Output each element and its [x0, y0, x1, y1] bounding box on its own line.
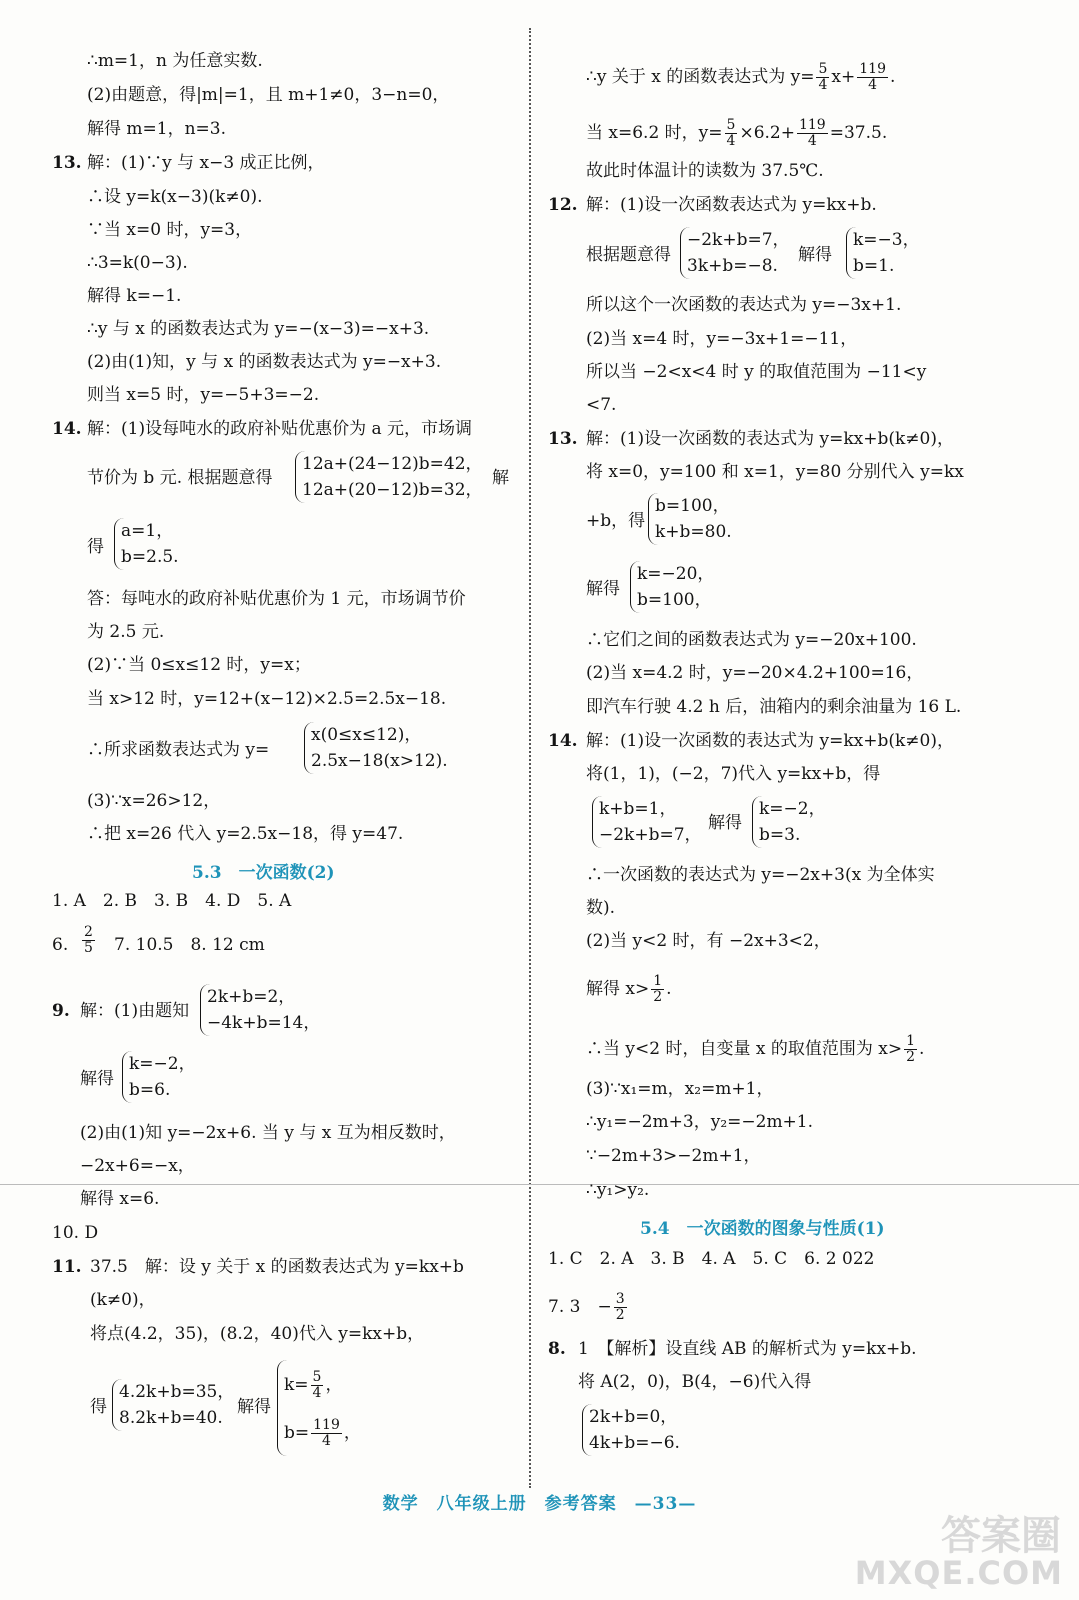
section-heading: 5.4 一次函数的图象与性质(1) [640, 1219, 885, 1239]
equation-system [295, 451, 491, 503]
text-line: 则当 x=5 时，y=−5+3=−2. [87, 385, 320, 405]
text-line: 解：(1)设一次函数的表达式为 y=kx+b(k≠0)， [586, 731, 954, 751]
equation: k=−3， [853, 230, 920, 250]
equation: k+b=80. [655, 522, 732, 542]
question-number: 9. [52, 1001, 70, 1021]
section-heading: 5.3 一次函数(2) [192, 863, 335, 883]
text: ∴y 关于 x 的函数表达式为 y= [586, 67, 815, 87]
equation: x(0≤x≤12)， [311, 725, 422, 745]
question-number: 13. [548, 429, 578, 449]
text-line: 得 [90, 1397, 107, 1417]
text-line: 解得 [80, 1069, 114, 1089]
text-line: 将(1，1)，(−2，7)代入 y=kx+b，得 [586, 764, 881, 784]
answer-number: 6. [52, 935, 69, 955]
text-line: 即汽车行驶 4.2 h 后，油箱内的剩余油量为 16 L. [586, 697, 962, 717]
equation: 2k+b=2， [207, 987, 296, 1007]
column-divider [529, 28, 531, 1488]
equation-system [112, 1379, 238, 1431]
text-line: 故此时体温计的读数为 37.5℃. [586, 161, 824, 181]
text-line: 解得 [586, 579, 620, 599]
answer-line: 10. D [52, 1223, 99, 1243]
text-line: 解：(1)∵y 与 x−3 成正比例， [87, 153, 325, 173]
equation: 4k+b=−6. [589, 1433, 680, 1453]
question-number: 12. [548, 195, 578, 215]
text-line: <7. [586, 395, 617, 415]
left-column [52, 0, 522, 1510]
text-line: ∵−2m+3>−2m+1， [586, 1146, 761, 1166]
formula-line: 解得 x> $\frac{1}{2}$ . [586, 973, 672, 1005]
equation: 3k+b=−8. [687, 256, 778, 276]
equation: 12a+(24−12)b=42， [302, 454, 483, 474]
equation-system [680, 227, 796, 279]
text-line: 将 A(2，0)，B(4，−6)代入得 [578, 1372, 812, 1392]
numerator: 1 [653, 973, 663, 989]
text: =37.5. [829, 123, 888, 143]
denominator: 4 [322, 1433, 331, 1449]
equation: −2k+b=7， [687, 230, 790, 250]
equation-system [122, 1051, 213, 1103]
equation: 4.2k+b=35， [119, 1382, 235, 1402]
text-line: 37.5 解：设 y 关于 x 的函数表达式为 y=kx+b [90, 1257, 464, 1277]
text-line: 解得 m=1，n=3. [87, 119, 226, 139]
denominator: 2 [906, 1049, 916, 1065]
watermark-url: MXQE.COM [854, 1554, 1063, 1592]
equation: 12a+(20−12)b=32， [302, 480, 483, 500]
question-number: 13. [52, 153, 82, 173]
numerator: 5 [726, 117, 736, 133]
denominator: 2 [615, 1307, 625, 1323]
equation-system [630, 561, 726, 613]
text-line: 将 x=0，y=100 和 x=1，y=80 分别代入 y=kx [586, 462, 964, 482]
answer-line [548, 1292, 629, 1323]
formula-line: ∴当 y<2 时，自变量 x 的取值范围为 x> $\frac{1}{2}$ . [586, 1033, 925, 1065]
text-line: 解：(1)设每吨水的政府补贴优惠价为 a 元，市场调 [87, 419, 473, 439]
equation: −2k+b=7， [599, 825, 702, 845]
question-number: 14. [52, 419, 82, 439]
equation: k=−2， [129, 1054, 196, 1074]
text-line: 解：(1)设一次函数表达式为 y=kx+b. [586, 195, 877, 215]
text-line: 解：(1)设一次函数的表达式为 y=kx+b(k≠0)， [586, 429, 954, 449]
numerator: 2 [84, 924, 93, 940]
numerator: 119 [313, 1417, 340, 1433]
numerator: 3 [615, 1291, 625, 1307]
equation: b=2.5. [121, 547, 179, 567]
text-line: 将点(4.2，35)，(8.2，40)代入 y=kx+b， [90, 1324, 425, 1344]
equation: b=3. [759, 825, 801, 845]
text-line: 1 【解析】设直线 AB 的解析式为 y=kx+b. [578, 1339, 917, 1359]
equation-system [752, 796, 843, 848]
text-line: 解得 k=−1. [87, 286, 182, 306]
text-line: (3)∵x₁=m，x₂=m+1， [586, 1079, 774, 1099]
answer-line: 1. C 2. A 3. B 4. A 5. C 6. 2 022 [548, 1249, 875, 1269]
text-line: 解：(1)由题知 [80, 1001, 190, 1021]
equation-system [200, 984, 341, 1036]
equation: 2.5x−18(x>12). [311, 751, 448, 771]
equation-system [592, 796, 703, 848]
piecewise-function [304, 722, 475, 774]
text-line: ∴它们之间的函数表达式为 y=−20x+100. [586, 630, 917, 650]
text-line: ∴y₁=−2m+3，y₂=−2m+1. [586, 1112, 814, 1132]
text-line: (2)当 x=4.2 时，y=−20×4.2+100=16， [586, 663, 924, 683]
text-line: ∴m=1，n 为任意实数. [87, 51, 263, 71]
numerator: 5 [818, 61, 828, 77]
text-line: (k≠0)， [90, 1290, 156, 1310]
variable: k= [284, 1375, 309, 1395]
equation: b=1. [853, 256, 895, 276]
text-line: 解 [492, 468, 509, 488]
text-line: 解得 [708, 813, 742, 833]
text-line: +b，得 [586, 511, 646, 531]
equation-system [114, 518, 205, 570]
text: 当 x=6.2 时，y= [586, 123, 723, 143]
text: x+ [831, 67, 856, 87]
text-line: 节价为 b 元. 根据题意得 [87, 468, 273, 488]
watermark-text: 答案圈 [941, 1513, 1061, 1559]
text-line: ∴所求函数表达式为 y= [87, 740, 270, 760]
text-line: 所以当 −2<x<4 时 y 的取值范围为 −11<y [586, 362, 927, 382]
variable: b= [284, 1423, 310, 1443]
answer-line: 7. 10.5 8. 12 cm [114, 935, 265, 955]
watermark-logo [854, 1504, 1069, 1594]
equation: b=100， [655, 496, 730, 516]
text-line: ∴设 y=k(x−3)(k≠0). [87, 187, 263, 207]
denominator: 4 [818, 77, 828, 93]
equation: 2k+b=0， [589, 1407, 678, 1427]
equation: k+b=1， [599, 799, 677, 819]
question-number: 8. [548, 1339, 566, 1359]
formula-line [586, 118, 887, 149]
page-footer: 数学 八年级上册 参考答案 —33— [382, 1494, 697, 1514]
text-line: (2)由题意，得|m|=1，且 m+1≠0，3−n=0， [87, 85, 450, 105]
text-line: ∵当 x=0 时，y=3， [87, 220, 253, 240]
text-line: (2)∵当 0≤x≤12 时，y=x； [87, 655, 311, 675]
denominator: 4 [807, 133, 817, 149]
text-line: (3)∵x=26>12， [87, 791, 221, 811]
text-line: 所以这个一次函数的表达式为 y=−3x+1. [586, 295, 902, 315]
answer-line: 1. A 2. B 3. B 4. D 5. A [52, 891, 292, 911]
text: 解得 x> [586, 979, 650, 999]
text-line: (2)当 x=4 时，y=−3x+1=−11， [586, 329, 858, 349]
right-column [548, 0, 1018, 1510]
equation: b=100， [637, 590, 712, 610]
numerator: 1 [906, 1033, 916, 1049]
text-line: 数). [586, 898, 616, 918]
denominator: 4 [312, 1385, 322, 1401]
text-line: ∴一次函数的表达式为 y=−2x+3(x 为全体实 [586, 865, 935, 885]
numerator: 119 [859, 61, 886, 77]
text-line: 解得 [237, 1397, 271, 1417]
equation-system [648, 493, 744, 545]
equation: k=−20， [637, 564, 715, 584]
denominator: 2 [653, 989, 663, 1005]
text-line: (2)当 y<2 时，有 −2x+3<2， [586, 931, 831, 951]
question-number: 11. [52, 1257, 82, 1277]
denominator: 4 [726, 133, 736, 149]
text-line: ∴y₁>y₂. [586, 1180, 650, 1200]
equation: a=1， [121, 521, 174, 541]
text: ×6.2+ [739, 123, 795, 143]
equation-system [582, 1404, 703, 1456]
denominator: 4 [868, 77, 878, 93]
text-line: 根据题意得 [586, 245, 671, 265]
text-line: −2x+6=−x， [80, 1156, 195, 1176]
text-line: 当 x>12 时，y=12+(x−12)×2.5=2.5x−18. [87, 689, 447, 709]
denominator: 5 [84, 940, 93, 956]
question-number: 14. [548, 731, 578, 751]
equation-system [846, 227, 937, 279]
numerator: 119 [798, 117, 826, 133]
formula-line: ∴y 关于 x 的函数表达式为 y= $\frac{5}{4}$ x+ $\frac{119}{4}$ . [586, 61, 896, 93]
equation: −4k+b=14， [207, 1013, 321, 1033]
equation-system: k= $\frac{5}{4}$ ， b= $\frac{119}{4}$ ， [277, 1360, 378, 1456]
text-line: 解得 [798, 245, 832, 265]
text-line: 得 [87, 537, 104, 557]
equation: b=6. [129, 1080, 171, 1100]
text-line: 解得 x=6. [80, 1189, 160, 1209]
text-line: ∴把 x=26 代入 y=2.5x−18，得 y=47. [87, 824, 404, 844]
numerator: 5 [312, 1369, 322, 1385]
text: 7. 3 − [548, 1297, 612, 1317]
equation: k=−2， [759, 799, 826, 819]
text: ∴当 y<2 时，自变量 x 的取值范围为 x> [586, 1039, 903, 1059]
text-line: (2)由(1)知，y 与 x 的函数表达式为 y=−x+3. [87, 352, 442, 372]
text-line: ∴y 与 x 的函数表达式为 y=−(x−3)=−x+3. [87, 319, 430, 339]
fraction [80, 925, 97, 956]
equation: 8.2k+b=40. [119, 1408, 223, 1428]
text-line: (2)由(1)知 y=−2x+6. 当 y 与 x 互为相反数时， [80, 1123, 456, 1143]
text-line: 答：每吨水的政府补贴优惠价为 1 元，市场调节价 [87, 589, 466, 609]
text-line: 为 2.5 元. [87, 622, 165, 642]
text-line: ∴3=k(0−3). [87, 253, 188, 273]
